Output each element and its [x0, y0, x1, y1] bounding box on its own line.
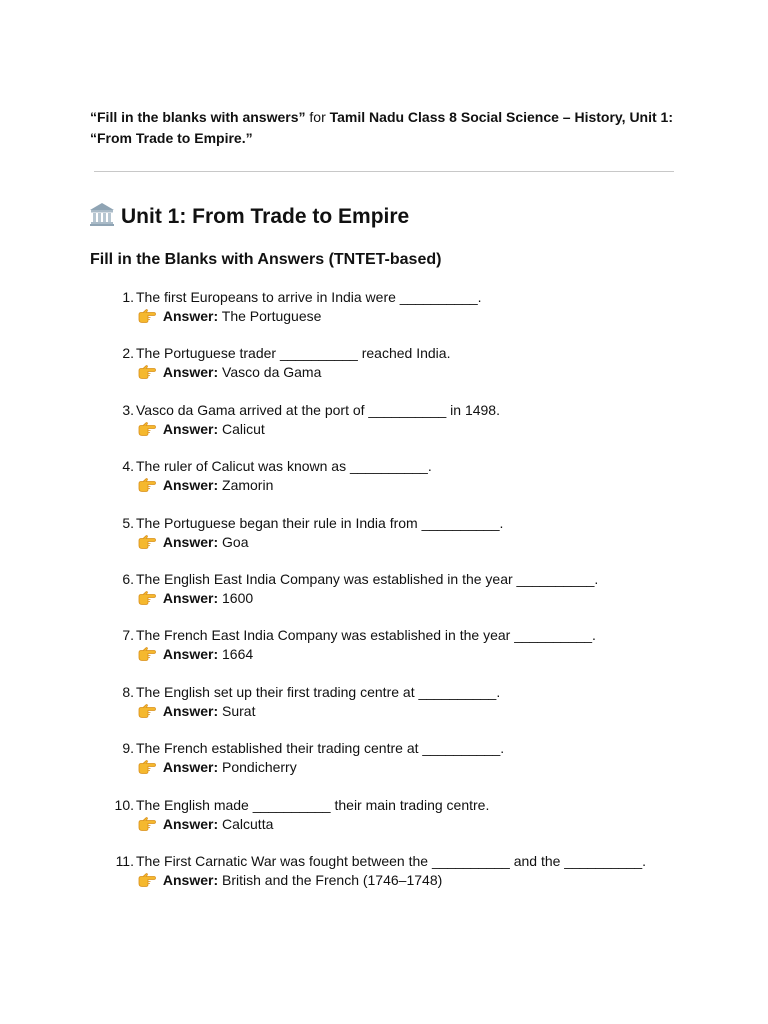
answer-label: Answer:	[162, 815, 219, 832]
question-number: 6.	[122, 571, 134, 587]
answer-value: The Portuguese	[221, 308, 322, 324]
horizontal-divider	[94, 171, 674, 172]
question-number: 3.	[122, 401, 134, 418]
answer-value: Calcutta	[222, 815, 274, 832]
intro-quote: “Fill in the blanks with answers”	[90, 109, 306, 125]
answer-row	[138, 871, 442, 890]
answer-label: Answer:	[162, 477, 219, 494]
pointing-hand-icon	[138, 816, 156, 832]
pointing-hand-icon	[138, 364, 156, 380]
answer-label: Answer:	[162, 308, 219, 324]
question-number: 11.	[115, 853, 134, 869]
question-number: 9.	[122, 740, 134, 757]
pointing-hand-icon	[138, 590, 156, 606]
answer-row	[138, 420, 265, 439]
question-number: 1.	[122, 289, 134, 305]
unit-title-text: Unit 1: From Trade to Empire	[121, 205, 410, 228]
answer-label: Answer:	[162, 646, 219, 663]
pointing-hand-icon	[138, 421, 156, 437]
intro-joiner: for	[305, 109, 330, 125]
answer-row	[138, 589, 253, 608]
question-text: The English East India Company was established in the year __________.	[136, 571, 599, 587]
answer-value: Vasco da Gama	[222, 364, 322, 381]
answer-value: Goa	[222, 533, 249, 550]
question-number: 5.	[122, 514, 134, 531]
answer-row	[138, 815, 273, 834]
question-text: Vasco da Gama arrived at the port of __________ in 1498.	[136, 401, 500, 418]
question-text: The French East India Company was established in the year __________.	[136, 627, 596, 644]
intro-paragraph	[90, 107, 690, 149]
answer-value: Pondicherry	[222, 759, 297, 776]
question-text: The ruler of Calicut was known as __________.	[136, 458, 432, 475]
answer-value: Zamorin	[222, 477, 274, 494]
pointing-hand-icon	[138, 703, 156, 719]
question-number: 2.	[122, 345, 134, 362]
answer-value: British and the French (1746–1748)	[222, 872, 443, 888]
answer-label: Answer:	[162, 759, 219, 776]
question-text: The First Carnatic War was fought between the __________ and the __________.	[136, 853, 647, 869]
pointing-hand-icon	[138, 477, 156, 493]
pointing-hand-icon	[138, 759, 156, 775]
answer-value: 1664	[222, 646, 254, 663]
answer-label: Answer:	[162, 702, 219, 719]
answer-value: Surat	[222, 702, 256, 719]
answer-label: Answer:	[162, 420, 219, 437]
answer-row	[138, 363, 321, 382]
answer-row	[138, 533, 248, 552]
answer-row	[138, 758, 297, 777]
question-text: The first Europeans to arrive in India were __________.	[136, 289, 482, 305]
question-number: 10.	[114, 796, 134, 813]
answer-row	[138, 476, 273, 495]
question-text: The English made __________ their main trading centre.	[136, 796, 490, 813]
answer-label: Answer:	[162, 590, 219, 606]
unit-title	[89, 201, 409, 232]
question-number: 4.	[122, 458, 134, 475]
answer-label: Answer:	[162, 533, 219, 550]
classical-building-icon	[89, 201, 115, 227]
question-number: 8.	[122, 683, 134, 700]
answer-row	[138, 307, 321, 326]
question-text: The English set up their first trading centre at __________.	[136, 683, 501, 700]
section-title: Fill in the Blanks with Answers (TNTET-based)	[90, 251, 442, 268]
answer-row	[138, 702, 255, 721]
answer-value: Calicut	[222, 420, 265, 437]
intro-subject: Tamil Nadu Class 8 Social Science – History, Unit 1: “From Trade to Empire.”	[90, 109, 674, 146]
pointing-hand-icon	[138, 872, 156, 888]
pointing-hand-icon	[138, 308, 156, 324]
question-number: 7.	[122, 627, 134, 644]
pointing-hand-icon	[138, 534, 156, 550]
answer-label: Answer:	[162, 872, 219, 888]
question-text: The Portuguese trader __________ reached India.	[136, 345, 451, 362]
answer-row	[138, 645, 253, 664]
answer-value: 1600	[222, 590, 254, 606]
question-text: The Portuguese began their rule in India from __________.	[136, 514, 504, 531]
question-text: The French established their trading centre at __________.	[136, 740, 505, 757]
pointing-hand-icon	[138, 646, 156, 662]
answer-label: Answer:	[162, 364, 219, 381]
